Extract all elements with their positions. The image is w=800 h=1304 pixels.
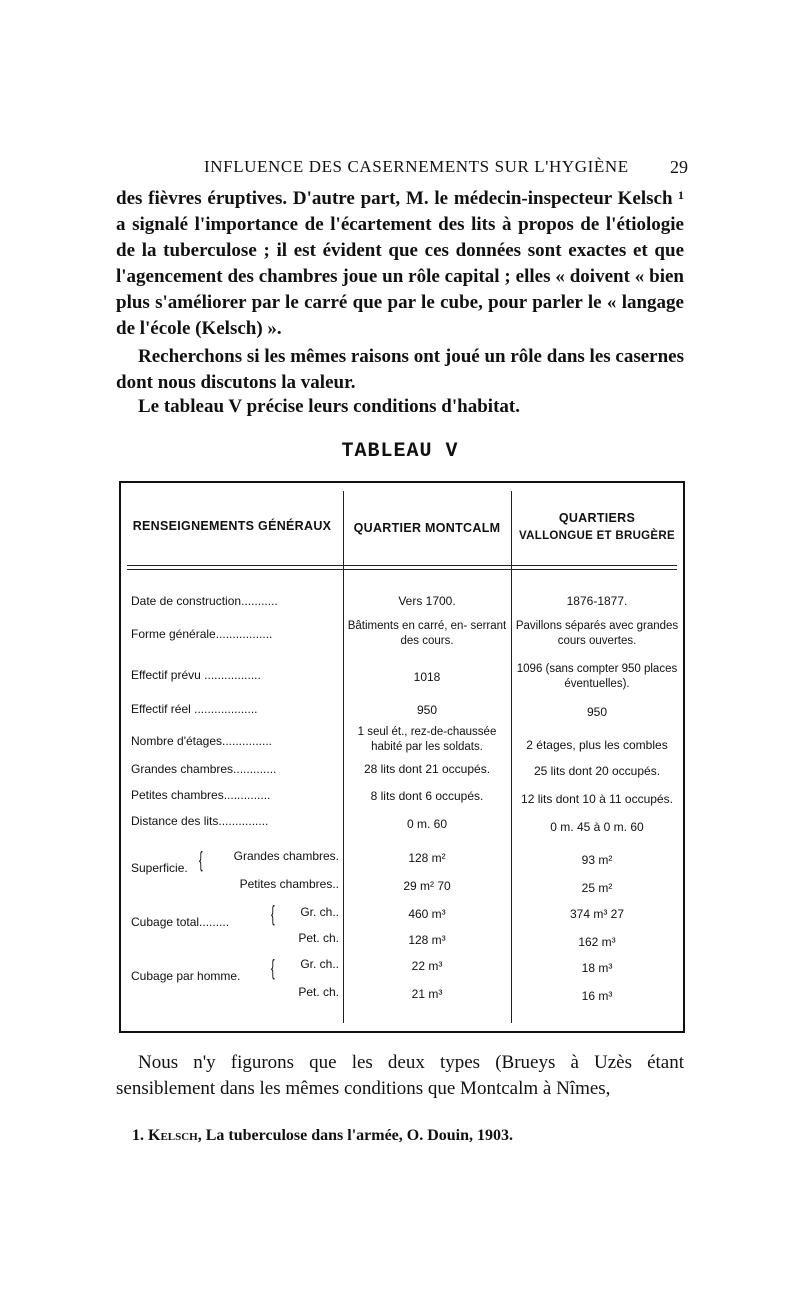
footnote-number: 1. <box>132 1127 144 1144</box>
cell-vallongue: Pavillons séparés avec grandes cours ouvertes. <box>515 620 679 647</box>
paragraph-text: des fièvres éruptives. D'autre part, M. le médecin-inspecteur Kelsch ¹ a signalé l'importance de l'écartement des lits à propos de l'étiologie de la tuberculose ; il est évident que ces données sont exactes et que l'agencement des chambres joue un rôle capital ; elles « doivent « bien plus s'améliorer par le carré que par le cube, pour parler le « langage de l'école (Kelsch) ». <box>116 188 684 339</box>
paragraph <box>116 344 684 396</box>
cell-vallongue: 16 m³ <box>581 989 613 1003</box>
cell-montcalm: 28 lits dont 21 occupés. <box>363 762 491 776</box>
row-label-superficie: Superficie. <box>131 861 188 875</box>
cell-vallongue: 0 m. 45 à 0 m. 60 <box>550 820 644 834</box>
header-col-vallongue: VALLONGUE ET BRUGÈRE <box>519 530 675 542</box>
cell-montcalm: 21 m³ <box>411 987 443 1001</box>
paragraph-text: Le tableau V précise leurs conditions d'habitat. <box>138 396 520 417</box>
cell-vallongue: 93 m² <box>581 853 613 867</box>
paragraph <box>116 186 684 342</box>
cell-montcalm: 1 seul ét., rez-de-chaussée habité par les soldats. <box>357 726 497 753</box>
page-number: 29 <box>670 157 688 177</box>
cell-vallongue: 18 m³ <box>581 961 613 975</box>
row-label: Forme générale................. <box>131 627 273 641</box>
cell-vallongue: 2 étages, plus les combles <box>526 738 668 752</box>
paragraph <box>116 1050 684 1102</box>
data-table <box>119 481 685 1033</box>
running-head <box>116 157 688 181</box>
row-label: Date de construction........... <box>131 594 278 608</box>
row-label: Nombre d'étages............... <box>131 734 273 748</box>
cell-montcalm: 950 <box>416 703 438 717</box>
cell-vallongue: 12 lits dont 10 à 11 occupés. <box>521 792 673 806</box>
running-title: INFLUENCE DES CASERNEMENTS SUR L'HYGIÈNE <box>204 157 629 176</box>
sub-label: Gr. ch.. <box>300 905 339 919</box>
cell-montcalm: 8 lits dont 6 occupés. <box>370 789 484 803</box>
cell-montcalm: Bâtiments en carré, en- serrant des cours. <box>347 620 507 647</box>
header-col-montcalm: QUARTIER MONTCALM <box>353 521 501 535</box>
cell-vallongue: 374 m³ 27 <box>569 907 625 921</box>
cell-vallongue: 25 lits dont 20 occupés. <box>533 764 661 778</box>
cell-montcalm: Vers 1700. <box>398 594 456 608</box>
row-label: Effectif prévu ................. <box>131 668 261 682</box>
row-label: Grandes chambres............. <box>131 762 277 776</box>
cell-montcalm: 460 m³ <box>408 907 446 921</box>
sub-label: Grandes chambres. <box>233 849 339 863</box>
cell-montcalm: 29 m² 70 <box>403 879 451 893</box>
header-col-quartiers: QUARTIERS <box>558 511 636 525</box>
column-divider <box>343 491 344 1023</box>
cell-montcalm: 0 m. 60 <box>406 817 448 831</box>
cell-vallongue: 1876-1877. <box>566 594 628 608</box>
brace: { <box>271 955 275 980</box>
cell-vallongue: 1096 (sans compter 950 places éventuelles). <box>516 663 678 690</box>
header-rule <box>127 565 677 566</box>
sub-label: Petites chambres.. <box>239 877 339 891</box>
footnote-author: Kelsch, <box>148 1127 202 1144</box>
footnote <box>132 1127 513 1145</box>
header-rule <box>127 569 677 570</box>
cell-montcalm: 1018 <box>413 670 441 684</box>
column-divider <box>511 491 512 1023</box>
header-col-renseignements: RENSEIGNEMENTS GÉNÉRAUX <box>132 519 332 533</box>
brace: { <box>271 901 275 926</box>
sub-label: Pet. ch. <box>298 985 339 999</box>
brace: { <box>199 847 203 872</box>
cell-montcalm: 22 m³ <box>411 959 443 973</box>
sub-label: Gr. ch.. <box>300 957 339 971</box>
cell-vallongue: 25 m² <box>581 881 613 895</box>
table-title: TABLEAU V <box>341 440 459 463</box>
cell-vallongue: 950 <box>586 705 608 719</box>
cell-montcalm: 128 m³ <box>408 933 446 947</box>
footnote-text: La tuberculose dans l'armée, O. Douin, 1903. <box>205 1127 514 1144</box>
row-label-cubage-homme: Cubage par homme. <box>131 969 241 983</box>
paragraph <box>116 394 684 420</box>
paragraph-text: Nous n'y figurons que les deux types (Brueys à Uzès étant sensiblement dans les mêmes conditions que Montcalm à Nîmes, <box>116 1052 684 1099</box>
row-label: Petites chambres.............. <box>131 788 271 802</box>
cell-vallongue: 162 m³ <box>578 935 616 949</box>
row-label: Effectif réel ................... <box>131 702 258 716</box>
paragraph-text: Recherchons si les mêmes raisons ont joué un rôle dans les casernes dont nous discutons la valeur. <box>116 346 684 393</box>
sub-label: Pet. ch. <box>298 931 339 945</box>
row-label-cubage-total: Cubage total......... <box>131 915 230 929</box>
cell-montcalm: 128 m² <box>408 851 446 865</box>
row-label: Distance des lits............... <box>131 814 269 828</box>
